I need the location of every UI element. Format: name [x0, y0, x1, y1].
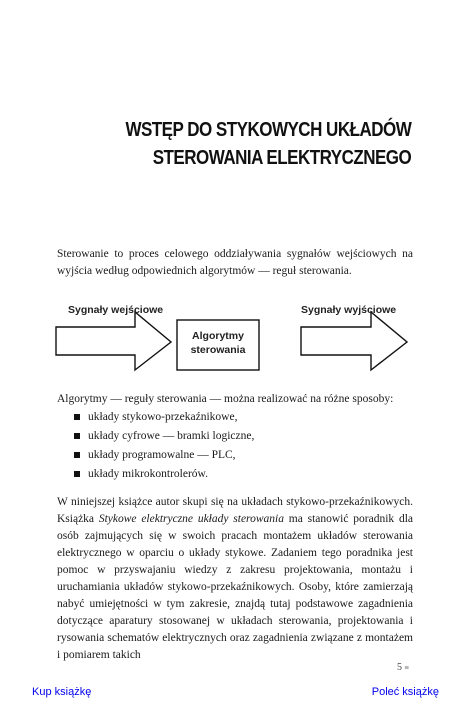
book-title: Stykowe elektryczne układy sterowania	[98, 513, 284, 525]
methods-list	[74, 408, 254, 484]
output-signals-label: Sygnały wyjściowe	[301, 304, 397, 316]
body-text-part-1: W niniejszej książce autor skupi się na układach stykowo-przekaźnikowych. Książka	[57, 496, 413, 525]
output-arrow	[301, 312, 407, 370]
bullet-icon	[74, 452, 80, 458]
algorithm-box-label-line-1: Algorytmy	[192, 330, 244, 342]
methods-lead: Algorytmy — reguły sterowania — można realizować na różne sposoby:	[57, 393, 394, 405]
chapter-title-line-2: STEROWANIA ELEKTRYCZNEGO	[152, 147, 411, 169]
bullet-icon	[74, 414, 80, 420]
intro-paragraph: Sterowanie to proces celowego oddziaływania sygnałów wejściowych na wyjścia według odpowiednich algorytmów — reguł sterowania.	[57, 248, 413, 277]
list-item-text: układy programowalne — PLC,	[88, 449, 236, 461]
page-number-value: 5	[397, 662, 402, 673]
algorithm-box-label	[177, 329, 259, 357]
input-arrow	[56, 312, 171, 370]
algorithm-box-label-line-2: sterowania	[190, 344, 246, 356]
body-text-part-2: ma stanowić poradnik dla osób zajmujących się w swoich pracach montażem układów sterowania elektrycznego w oparciu o układy stykowe. Zadaniem tego poradnika jest pomoc w przyswajaniu wiedzy z zakresu projektowania, montażu i uruchamiania układów stykowo-przekaźnikowych. Osoby, które zamierzają nabyć umiejętności w tym zakresie, znajdą tutaj podstawowe zagadnienia dotyczące aparatury stosowanej w układach sterowania, projektowania i rysowania schematów elektrycznych oraz zagadnienia związane z montażem i pomiarem takich	[57, 513, 413, 661]
page-mark-icon: ≡	[404, 663, 410, 672]
list-item-text: układy stykowo-przekaźnikowe,	[88, 411, 238, 423]
bullet-icon	[74, 471, 80, 477]
chapter-title-line-1: WSTĘP DO STYKOWYCH UKŁADÓW	[125, 119, 411, 141]
input-signals-label: Sygnały wejściowe	[68, 304, 164, 316]
recommend-book-link[interactable]: Poleć książkę	[371, 686, 439, 698]
list-item	[74, 446, 254, 465]
body-paragraph	[57, 494, 413, 664]
bullet-icon	[74, 433, 80, 439]
list-item	[74, 465, 254, 484]
list-item	[74, 427, 254, 446]
control-diagram	[55, 302, 415, 372]
buy-book-link[interactable]: Kup książkę	[32, 686, 92, 698]
list-item	[74, 408, 254, 427]
page-number	[397, 662, 409, 673]
list-item-text: układy cyfrowe — bramki logiczne,	[88, 430, 255, 442]
list-item-text: układy mikrokontrolerów.	[88, 468, 208, 480]
chapter-title	[125, 116, 411, 172]
